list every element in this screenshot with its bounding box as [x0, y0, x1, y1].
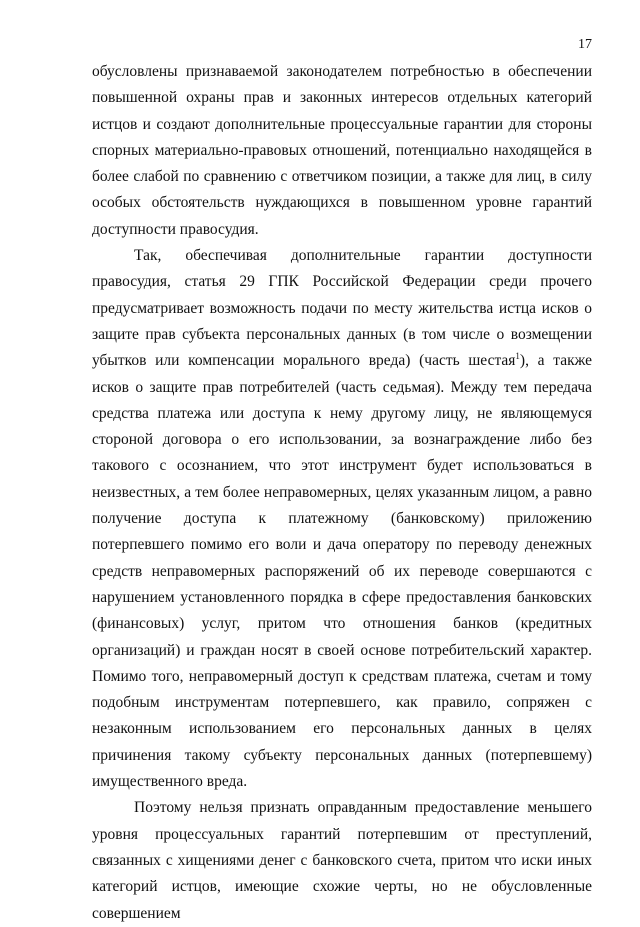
- paragraph-conclusion: Поэтому нельзя признать оправданным предоставление меньшего уровня процессуальных гарантий потерпевшим от преступлений, связанных с хищениями денег с банковского счета, притом что иски иных категорий истцов, имеющие схожие черты, но не обусловленные совершением: [92, 799, 592, 922]
- document-body: [92, 59, 592, 927]
- footnote-reference: 1: [515, 351, 520, 362]
- paragraph-text-after-footnote: ), а также исков о защите прав потребителей (часть седьмая). Между тем передача средства платежа или доступа к нему другому лицу, не являющемуся стороной договора о его использовании, за вознаграждение либо без такового с осознанием, что этот инструмент будет использоваться в неизвестных, а тем более неправомерных, целях указанным лицом, а равно получение доступа к платежному (банковскому) приложению потерпевшего помимо его воли и дача оператору по переводу денежных средств неправомерных распоряжений об их переводе совершаются с нарушением установленного порядка в сфере предоставления банковских (финансовых) услуг, притом что отношения банков (кредитных организаций) и граждан носят в своей основе потребительский характер. Помимо того, неправомерный доступ к средствам платежа, счетам и тому подобным инструментам потерпевшего, как правило, сопряжен с незаконным использованием его персональных данных в целях причинения такому субъекту персональных данных (потерпевшему) имущественного вреда.: [92, 352, 592, 791]
- page-number: 17: [578, 37, 592, 52]
- paragraph-article-29: [92, 243, 592, 795]
- paragraph-continuation: обусловлены признаваемой законодателем потребностью в обеспечении повышенной охраны прав и законных интересов отдельных категорий истцов и создают дополнительные процессуальные гарантии для стороны спорных материально-правовых отношений, потенциально находящейся в более слабой по сравнению с ответчиком позиции, а также для лиц, в силу особых обстоятельств нуждающихся в повышенном уровне гарантий доступности правосудия.: [92, 63, 592, 238]
- paragraph-text-before-footnote: Так, обеспечивая дополнительные гарантии доступности правосудия, статья 29 ГПК Российской Федерации среди прочего предусматривает возможность подачи по месту жительства истца исков о защите прав субъекта персональных данных (в том числе о возмещении убытков или компенсации морального вреда) (часть шестая: [92, 247, 592, 370]
